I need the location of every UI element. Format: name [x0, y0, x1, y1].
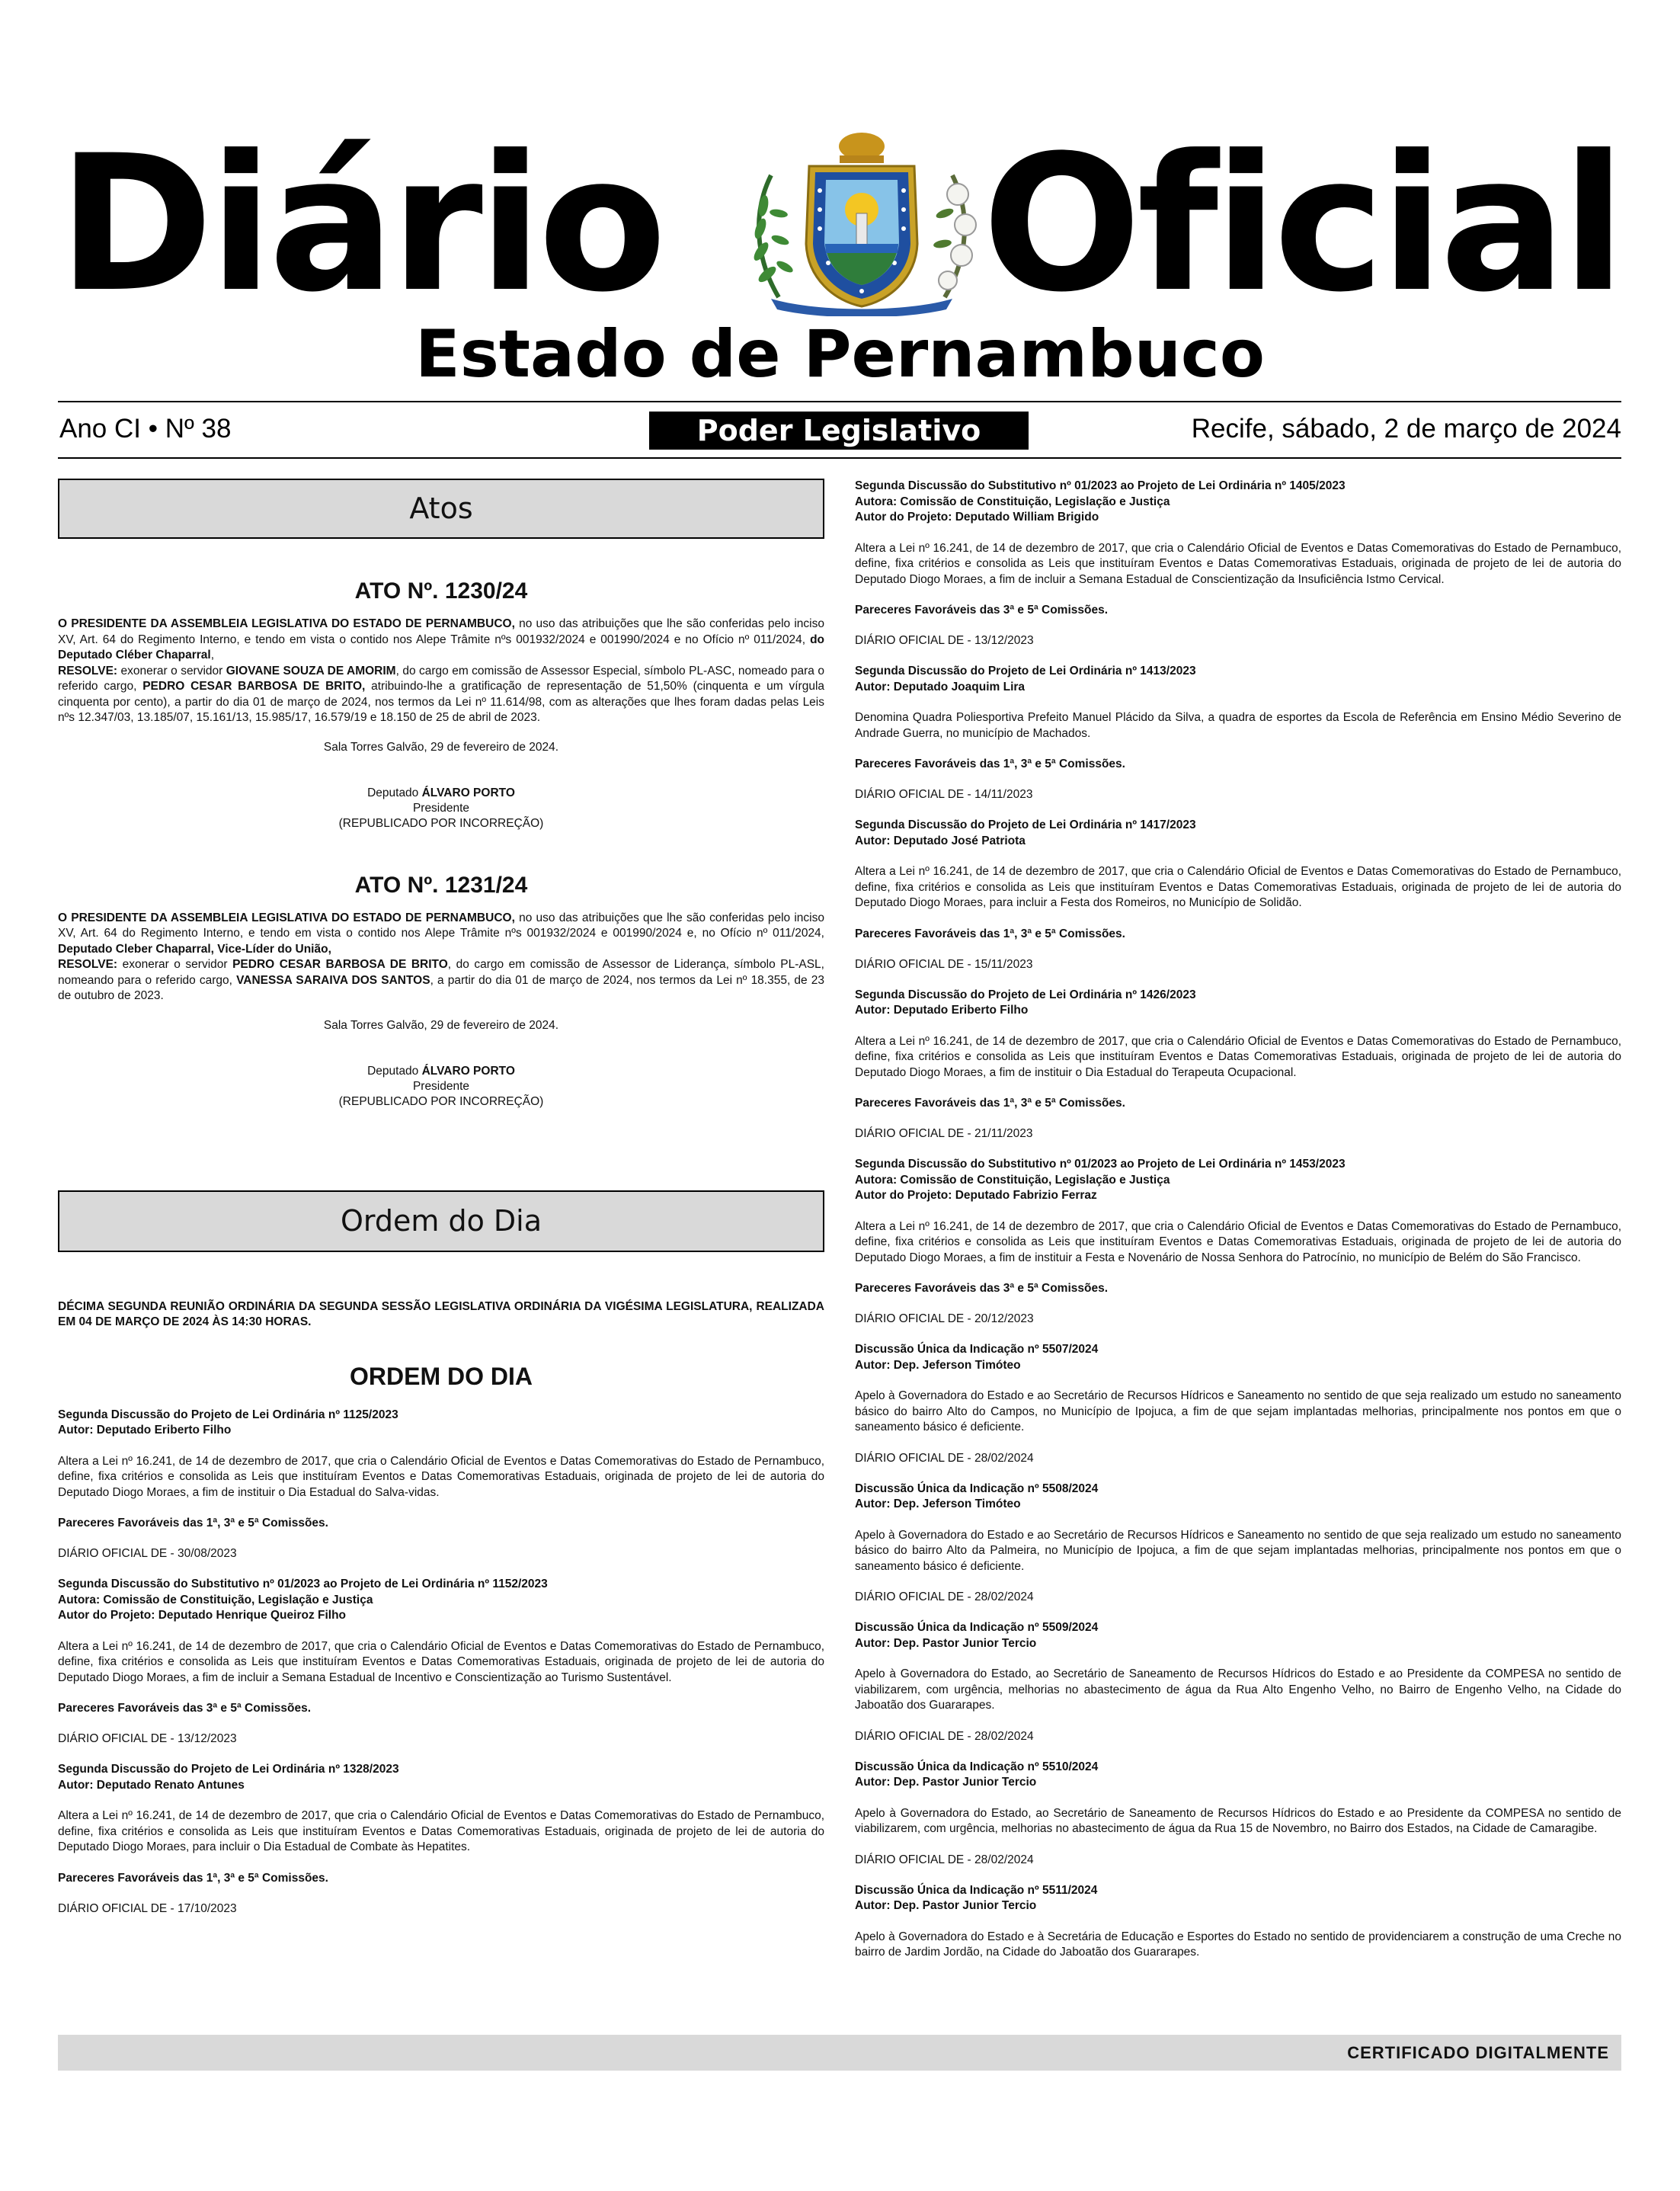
section-badge: Poder Legislativo	[649, 412, 1029, 450]
agenda-item-diario-date: DIÁRIO OFICIAL DE - 15/11/2023	[855, 957, 1033, 971]
agenda-item-pareceres: Pareceres Favoráveis das 3ª e 5ª Comissões.	[855, 1282, 1109, 1295]
agenda-item-pareceres: Pareceres Favoráveis das 1ª, 3ª e 5ª Comissões.	[855, 758, 1125, 770]
session-intro: DÉCIMA SEGUNDA REUNIÃO ORDINÁRIA DA SEGUNDA SESSÃO LEGISLATIVA ORDINÁRIA DA VIGÉSIMA LEGISLATURA, REALIZADA EM 04 DE MARÇO DE 2024 ÀS 14:30 HORAS.	[58, 1299, 824, 1328]
agenda-item-description: Altera a Lei nº 16.241, de 14 de dezembro de 2017, que cria o Calendário Oficial de Eventos e Datas Comemorativas do Estado de Pernambuco, define, fixa critérios e consolida as Leis que instituíram Eventos e Datas Comemorativas Estaduais, originada de projeto de lei de autoria do Deputado Diogo Moraes, a fim de incluir a Semana Estadual de Conscientização da Insuficiência Istmo Cervical.	[855, 541, 1621, 586]
agenda-item-heading-line: Autor: Dep. Jeferson Timóteo	[855, 1498, 1021, 1510]
ato-1231-place-date: Sala Torres Galvão, 29 de fevereiro de 2024.	[323, 1018, 559, 1032]
agenda-item-heading-line: Autora: Comissão de Constituição, Legislação e Justiça	[855, 495, 1170, 508]
agenda-item-description: Apelo à Governadora do Estado, ao Secretário de Saneamento de Recursos Hídricos do Estado e ao Presidente da COMPESA no sentido de viabilizarem, com urgência, melhorias no abastecimento de água da Rua Alto Engenho Velho, no Bairro de Engenho Velho, na Cidade do Jaboatão dos Guararapes.	[855, 1667, 1621, 1712]
agenda-item-heading	[58, 1577, 824, 1624]
masthead	[58, 114, 1621, 335]
agenda-item-description: Altera a Lei nº 16.241, de 14 de dezembro de 2017, que cria o Calendário Oficial de Eventos e Datas Comemorativas do Estado de Pernambuco, define, fixa critérios e consolida as Leis que instituíram Eventos e Datas Comemorativas Estaduais, originada de projeto de lei de autoria do Deputado Diogo Moraes, para incluir o Dia Estadual de Combate às Hepatites.	[58, 1809, 824, 1853]
agenda-item	[855, 1620, 1621, 1744]
left-column	[58, 479, 824, 1917]
agenda-item-diario-date: DIÁRIO OFICIAL DE - 17/10/2023	[58, 1901, 237, 1915]
agenda-item-heading-line: Discussão Única da Indicação nº 5511/2024	[855, 1883, 1098, 1897]
agenda-item-diario-date: DIÁRIO OFICIAL DE - 20/12/2023	[855, 1312, 1034, 1325]
agenda-item-description: Apelo à Governadora do Estado e ao Secretário de Recursos Hídricos e Saneamento no sentido de que seja realizado um estudo no saneamento básico do bairro Alto da Palmeira, no Município de Ipojuca, a fim de que sejam implantadas melhorias, principalmente nos pontos em que o saneamento básico é deficiente.	[855, 1528, 1621, 1573]
masthead-title-left: Diário	[58, 116, 663, 334]
agenda-item-diario-date: DIÁRIO OFICIAL DE - 28/02/2024	[855, 1729, 1034, 1743]
ato-1230-title: ATO Nº. 1230/24	[354, 578, 528, 604]
agenda-item-heading-line: Segunda Discussão do Projeto de Lei Ordinária nº 1417/2023	[855, 818, 1196, 831]
agenda-item-heading-line: Autor: Deputado Renato Antunes	[58, 1778, 245, 1792]
agenda-item-heading-line: Segunda Discussão do Substitutivo nº 01/2023 ao Projeto de Lei Ordinária nº 1405/2023	[855, 479, 1346, 492]
agenda-item	[855, 1481, 1621, 1606]
agenda-item	[855, 988, 1621, 1142]
ato-1231-title: ATO Nº. 1231/24	[354, 872, 528, 898]
agenda-item-description: Altera a Lei nº 16.241, de 14 de dezembro de 2017, que cria o Calendário Oficial de Eventos e Datas Comemorativas do Estado de Pernambuco, define, fixa critérios e consolida as Leis que instituíram Eventos e Datas Comemorativas Estaduais, originada de projeto de lei de autoria do Deputado Diogo Moraes, para incluir a Festa dos Romeiros, no Município de Solidão.	[855, 865, 1621, 909]
masthead-bottom-rule	[58, 457, 1621, 459]
agenda-item-pareceres: Pareceres Favoráveis das 1ª, 3ª e 5ª Comissões.	[855, 1097, 1125, 1110]
agenda-item	[855, 479, 1621, 649]
agenda-item-heading	[58, 1408, 824, 1439]
agenda-item-heading-line: Autora: Comissão de Constituição, Legislação e Justiça	[58, 1593, 373, 1606]
ordem-do-dia-header: Ordem do Dia	[58, 1190, 824, 1252]
agenda-item-heading-line: Segunda Discussão do Projeto de Lei Ordinária nº 1413/2023	[855, 665, 1196, 677]
agenda-item-heading	[855, 818, 1621, 849]
ato-1231-signature: Deputado ÁLVARO PORTO Presidente (REPUBLICADO POR INCORREÇÃO)	[338, 1064, 544, 1108]
agenda-item-heading-line: Discussão Única da Indicação nº 5510/2024	[855, 1760, 1099, 1773]
agenda-item-description: Altera a Lei nº 16.241, de 14 de dezembro de 2017, que cria o Calendário Oficial de Eventos e Datas Comemorativas do Estado de Pernambuco, define, fixa critérios e consolida as Leis que instituíram Eventos e Datas Comemorativas Estaduais, originada de projeto de lei de autoria do Deputado Diogo Moraes, a fim de instituir o Dia Estadual do Salva-vidas.	[58, 1454, 824, 1499]
agenda-item-heading-line: Autor: Dep. Jeferson Timóteo	[855, 1358, 1021, 1372]
atos-header: Atos	[58, 479, 824, 539]
masthead-title-right: Oficial	[982, 116, 1621, 334]
agenda-item	[58, 1762, 824, 1917]
agenda-item-heading-line: Autora: Comissão de Constituição, Legislação e Justiça	[855, 1173, 1170, 1187]
agenda-item-heading	[855, 1883, 1621, 1914]
agenda-item	[855, 1760, 1621, 1868]
agenda-item-heading-line: Discussão Única da Indicação nº 5508/2024	[855, 1481, 1099, 1495]
agenda-item-heading-line: Segunda Discussão do Substitutivo nº 01/2023 ao Projeto de Lei Ordinária nº 1152/2023	[58, 1578, 548, 1590]
agenda-item-heading	[58, 1762, 824, 1793]
agenda-item-diario-date: DIÁRIO OFICIAL DE - 14/11/2023	[855, 788, 1033, 801]
agenda-item-heading-line: Segunda Discussão do Projeto de Lei Ordinária nº 1328/2023	[58, 1763, 399, 1776]
agenda-item-diario-date: DIÁRIO OFICIAL DE - 21/11/2023	[855, 1127, 1033, 1140]
agenda-item-heading-line: Autor: Deputado Eriberto Filho	[58, 1424, 232, 1437]
agenda-item-heading-line: Autor: Deputado Joaquim Lira	[855, 680, 1026, 693]
agenda-item-diario-date: DIÁRIO OFICIAL DE - 13/12/2023	[58, 1732, 237, 1745]
agenda-item-diario-date: DIÁRIO OFICIAL DE - 28/02/2024	[855, 1590, 1034, 1603]
agenda-item-heading-line: Autor: Dep. Pastor Junior Tercio	[855, 1776, 1037, 1789]
agenda-item-heading-line: Autor: Dep. Pastor Junior Tercio	[855, 1899, 1037, 1912]
agenda-item-diario-date: DIÁRIO OFICIAL DE - 13/12/2023	[855, 634, 1034, 647]
agenda-item-heading-line: Segunda Discussão do Projeto de Lei Ordinária nº 1426/2023	[855, 988, 1196, 1001]
date-label: Recife, sábado, 2 de março de 2024	[1191, 414, 1621, 444]
agenda-item-pareceres: Pareceres Favoráveis das 3ª e 5ª Comissões.	[58, 1702, 312, 1715]
ato-1230-body: O PRESIDENTE DA ASSEMBLEIA LEGISLATIVA DO ESTADO DE PERNAMBUCO, no uso das atribuições que lhe são conferidas pelo inciso XV, Art. 64 do Regimento Interno, e tendo em vista o contido nos Alepe Trâmite nºs 001932/2024 e 001990/2024 e no Ofício nº 011/2024, do Deputado Cléber Chaparral, RESOLVE: exonerar o servidor GIOVANE SOUZA DE AMORIM, do cargo em comissão de Assessor Especial, símbolo PL-ASC, nomeado para o referido cargo, PEDRO CESAR BARBOSA DE BRITO, atribuindo-lhe a gratificação de representação de 51,50% (cinquenta e um vírgula cinquenta por cento), a partir do dia 01 de março de 2024, nos termos da Lei nº 11.614/98, com as alterações que lhes foram dadas pelas Leis nºs 12.347/03, 13.185/07, 15.161/13, 15.985/17, 16.579/19 e 18.150 de 25 de abril de 2023.	[58, 617, 825, 724]
agenda-item-description: Altera a Lei nº 16.241, de 14 de dezembro de 2017, que cria o Calendário Oficial de Eventos e Datas Comemorativas do Estado de Pernambuco, define, fixa critérios e consolida as Leis que instituíram Eventos e Datas Comemorativas Estaduais, originada de projeto de lei de autoria do Deputado Diogo Moraes, a fim de instituir o Dia Estadual do Terapeuta Ocupacional.	[855, 1034, 1621, 1079]
footer-bar	[58, 2035, 1621, 2071]
agenda-item-diario-date: DIÁRIO OFICIAL DE - 28/02/2024	[855, 1853, 1034, 1866]
agenda-item-heading-line: Autor: Deputado Eriberto Filho	[855, 1004, 1029, 1017]
ato-1231-body: O PRESIDENTE DA ASSEMBLEIA LEGISLATIVA DO ESTADO DE PERNAMBUCO, no uso das atribuições que lhe são conferidas pelo inciso XV, Art. 64 do Regimento Interno, e tendo em vista o contido nos Alepe Trâmite nºs 001932/2024 e 001990/2024 e, no Ofício nº 011/2024, Deputado Cleber Chaparral, Vice-Líder do União, RESOLVE: exonerar o servidor PEDRO CESAR BARBOSA DE BRITO, do cargo em comissão de Assessor de Liderança, símbolo PL-ASL, nomeando para o referido cargo, VANESSA SARAIVA DOS SANTOS, a partir do dia 01 de março de 2024, nos termos da Lei nº 18.355, de 23 de outubro de 2023.	[58, 911, 824, 1002]
agenda-item-diario-date: DIÁRIO OFICIAL DE - 30/08/2023	[58, 1547, 237, 1560]
agenda-item-heading	[855, 479, 1621, 526]
agenda-item-heading	[855, 988, 1621, 1019]
agenda-item-description: Altera a Lei nº 16.241, de 14 de dezembro de 2017, que cria o Calendário Oficial de Eventos e Datas Comemorativas do Estado de Pernambuco, define, fixa critérios e consolida as Leis que instituíram Eventos e Datas Comemorativas Estaduais, originada de projeto de lei de autoria do Deputado Diogo Moraes, a fim de incluir a Semana Estadual de Incentivo e Conscientização ao Turismo Sustentável.	[58, 1639, 824, 1684]
right-agenda-list	[855, 479, 1621, 1961]
agenda-item	[855, 1883, 1621, 1961]
agenda-item-pareceres: Pareceres Favoráveis das 1ª, 3ª e 5ª Comissões.	[855, 927, 1125, 940]
ordem-do-dia-title: ORDEM DO DIA	[350, 1362, 533, 1390]
agenda-item-description: Apelo à Governadora do Estado e ao Secretário de Recursos Hídricos e Saneamento no sentido de que seja realizado um estudo no saneamento básico do bairro Alto do Campos, no Município de Ipojuca, a fim de que sejam implantadas melhorias, principalmente nos pontos em que o saneamento básico é deficiente.	[855, 1389, 1621, 1433]
agenda-item	[855, 1157, 1621, 1327]
edition-label: Ano CI • Nº 38	[59, 414, 232, 444]
agenda-item-description: Denomina Quadra Poliesportiva Prefeito Manuel Plácido da Silva, a quadra de esportes da Escola de Referência em Ensino Médio Severino de Andrade Guerra, no município de Machados.	[855, 711, 1621, 740]
agenda-item-heading-line: Autor do Projeto: Deputado Henrique Queiroz Filho	[58, 1609, 347, 1622]
agenda-item-heading	[855, 1157, 1621, 1204]
masthead-top-rule	[58, 401, 1621, 402]
agenda-item-diario-date: DIÁRIO OFICIAL DE - 28/02/2024	[855, 1451, 1034, 1465]
agenda-item	[58, 1408, 824, 1562]
agenda-item	[855, 818, 1621, 972]
agenda-item-heading	[855, 1620, 1621, 1651]
agenda-item	[58, 1577, 824, 1747]
agenda-item-heading-line: Autor do Projeto: Deputado William Brigido	[855, 511, 1099, 524]
agenda-item-pareceres: Pareceres Favoráveis das 3ª e 5ª Comissões.	[855, 604, 1109, 617]
agenda-item-heading-line: Autor: Dep. Pastor Junior Tercio	[855, 1636, 1037, 1650]
agenda-item-heading-line: Segunda Discussão do Projeto de Lei Ordinária nº 1125/2023	[58, 1408, 398, 1421]
agenda-item-heading	[855, 1342, 1621, 1373]
masthead-subtitle: Estado de Pernambuco	[415, 316, 1265, 392]
agenda-item	[855, 1342, 1621, 1466]
agenda-item-heading	[855, 664, 1621, 695]
left-agenda-list	[58, 1408, 824, 1917]
agenda-item-heading-line: Autor do Projeto: Deputado Fabrizio Ferraz	[855, 1189, 1097, 1202]
agenda-item-description: Apelo à Governadora do Estado, ao Secretário de Saneamento de Recursos Hídricos do Estado e ao Presidente da COMPESA no sentido de viabilizarem, com urgência, melhorias no abastecimento de água da Rua 15 de Novembro, no Bairro dos Estados, na Cidade de Camaragibe.	[855, 1806, 1621, 1835]
agenda-item-heading-line: Discussão Única da Indicação nº 5509/2024	[855, 1621, 1099, 1634]
agenda-item-description: Altera a Lei nº 16.241, de 14 de dezembro de 2017, que cria o Calendário Oficial de Eventos e Datas Comemorativas do Estado de Pernambuco, define, fixa critérios e consolida as Leis que instituíram Eventos e Datas Comemorativas Estaduais, originada de projeto de lei de autoria do Deputado Diogo Moraes, a fim de instituir a Festa e Novenário de Nossa Senhora do Patrocínio, no município de Belém do São Francisco.	[855, 1219, 1621, 1264]
agenda-item-heading	[855, 1481, 1621, 1513]
pernambuco-coat-of-arms-icon	[725, 130, 998, 316]
agenda-item-description: Apelo à Governadora do Estado e à Secretária de Educação e Esportes do Estado no sentido de providenciarem a construção de uma Creche no bairro de Jardim Jordão, na Cidade do Jaboatão dos Guararapes.	[855, 1930, 1621, 1959]
agenda-item-pareceres: Pareceres Favoráveis das 1ª, 3ª e 5ª Comissões.	[58, 1871, 328, 1885]
ato-1230-signature: Deputado ÁLVARO PORTO Presidente (REPUBLICADO POR INCORREÇÃO)	[338, 786, 544, 830]
agenda-item-heading-line: Segunda Discussão do Substitutivo nº 01/2023 ao Projeto de Lei Ordinária nº 1453/2023	[855, 1158, 1346, 1171]
digital-certificate-label: CERTIFICADO DIGITALMENTE	[1347, 2043, 1609, 2062]
agenda-item-heading-line: Discussão Única da Indicação nº 5507/2024	[855, 1343, 1099, 1356]
agenda-item-pareceres: Pareceres Favoráveis das 1ª, 3ª e 5ª Comissões.	[58, 1517, 328, 1530]
right-column	[855, 479, 1621, 1961]
agenda-item-heading	[855, 1760, 1621, 1791]
ato-1230-place-date: Sala Torres Galvão, 29 de fevereiro de 2024.	[323, 740, 559, 754]
agenda-item	[855, 664, 1621, 802]
agenda-item-heading-line: Autor: Deputado José Patriota	[855, 834, 1026, 847]
